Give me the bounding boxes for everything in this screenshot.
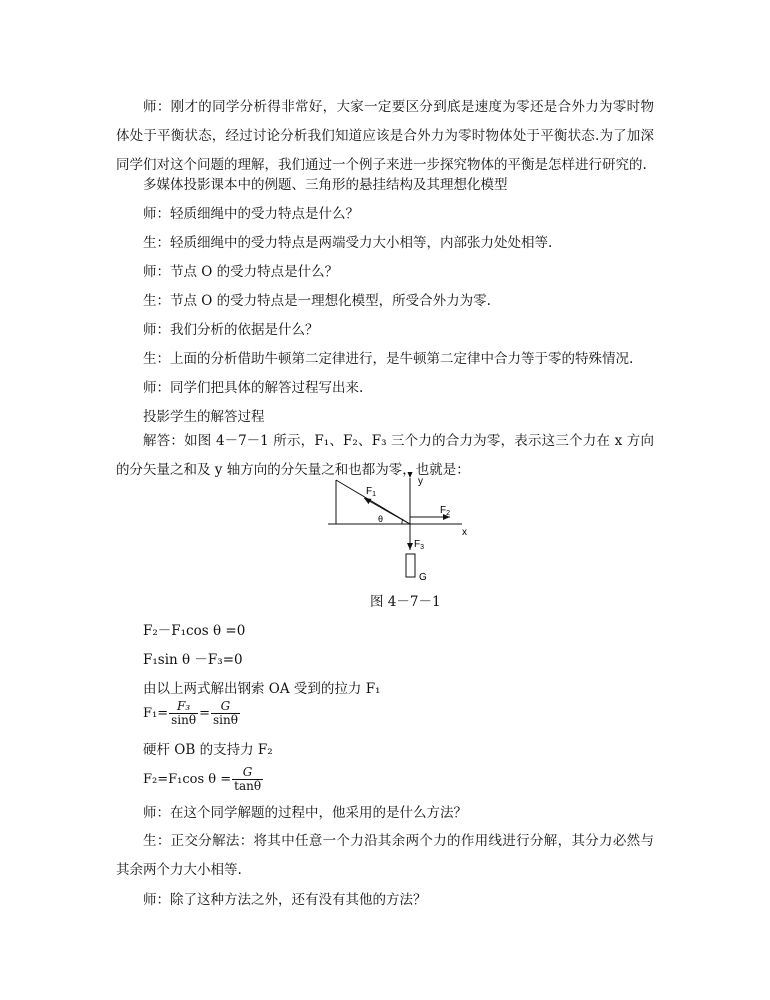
equation-x-balance: F₂－F₁cos θ =0	[143, 623, 246, 639]
weight-block	[406, 554, 415, 577]
frac-den: sinθ	[171, 713, 197, 727]
text-solve-f2: 硬杆 OB 的支持力 F₂	[143, 742, 273, 758]
eq-equals: =	[199, 706, 210, 721]
paragraph-teacher-q6: 师：除了这种方法之外，还有没有其他的方法？	[143, 892, 427, 908]
equation-y-balance: F₁sin θ －F₃=0	[143, 652, 243, 668]
label-x: x	[462, 527, 467, 538]
paragraph-teacher-q1: 师：轻质细绳中的受力特点是什么？	[143, 206, 359, 222]
label-y: y	[418, 476, 423, 487]
eq-f2-lhs: F₂=F₁cos θ =	[143, 772, 232, 787]
label-f1: $F_1$	[366, 486, 377, 498]
paragraph-teacher-q3: 师：我们分析的依据是什么？	[143, 322, 319, 338]
frac-num: F₃	[177, 699, 191, 713]
f1-arrow	[364, 498, 408, 523]
paragraph-projection-2: 投影学生的解答过程	[143, 409, 265, 425]
paragraph-student-a2: 生：节点 O 的受力特点是一理想化模型，所受合外力为零.	[143, 293, 491, 309]
paragraph-solution: 解答：如图 4－7－1 所示，F₁、F₂、F₃ 三个力的合力为零，表示这三个力在 x 方向的分矢量之和及 y 轴方向的分矢量之和也都为零，也就是：	[116, 433, 654, 478]
frac-num: G	[220, 699, 231, 713]
frac-f3-sin	[169, 700, 198, 727]
text-solve-f1: 由以上两式解出钢索 OA 受到的拉力 F₁	[143, 681, 381, 697]
frac-g-tan	[232, 766, 263, 793]
paragraph-student-a1: 生：轻质细绳中的受力特点是两端受力大小相等，内部张力处处相等.	[143, 235, 553, 251]
equation-f2	[143, 766, 264, 793]
frac-den: tanθ	[234, 779, 262, 793]
label-theta: θ	[378, 514, 384, 524]
figure-caption: 图 4－7－1	[370, 594, 441, 610]
label-g: G	[419, 572, 427, 583]
paragraph-teacher-q2: 师：节点 O 的受力特点是什么？	[143, 264, 339, 280]
force-diagram	[322, 472, 482, 584]
frac-den: sinθ	[212, 713, 238, 727]
paragraph-student-a3: 生：上面的分析借助牛顿第二定律进行，是牛顿第二定律中合力等于零的特殊情况.	[143, 351, 634, 367]
paragraph-teacher-q4: 师：同学们把具体的解答过程写出来.	[143, 380, 364, 396]
label-f3: $F_3$	[414, 539, 425, 551]
paragraph-student-a5: 生：正交分解法：将其中任意一个力沿其余两个力的作用线进行分解，其分力必然与其余两个力大小相等.	[116, 833, 654, 878]
equation-f1	[143, 700, 241, 727]
paragraph-projection: 多媒体投影课本中的例题、三角形的悬挂结构及其理想化模型	[143, 177, 508, 193]
label-f2: $F_2$	[440, 505, 451, 517]
paragraph-teacher-intro: 师：刚才的同学分析得非常好，大家一定要区分到底是速度为零还是合外力为零时物体处于平衡状态，经过讨论分析我们知道应该是合外力为零时物体处于平衡状态.为了加深同学们对这个问题的理解，我们通过一个例子来进一步探究物体的平衡是怎样进行研究的.	[116, 99, 654, 173]
frac-num: G	[242, 765, 253, 779]
frac-g-sin	[211, 700, 240, 727]
eq-f1-lhs: F₁=	[143, 706, 169, 721]
paragraph-teacher-q5: 师：在这个同学解题的过程中，他采用的是什么方法？	[143, 805, 467, 821]
